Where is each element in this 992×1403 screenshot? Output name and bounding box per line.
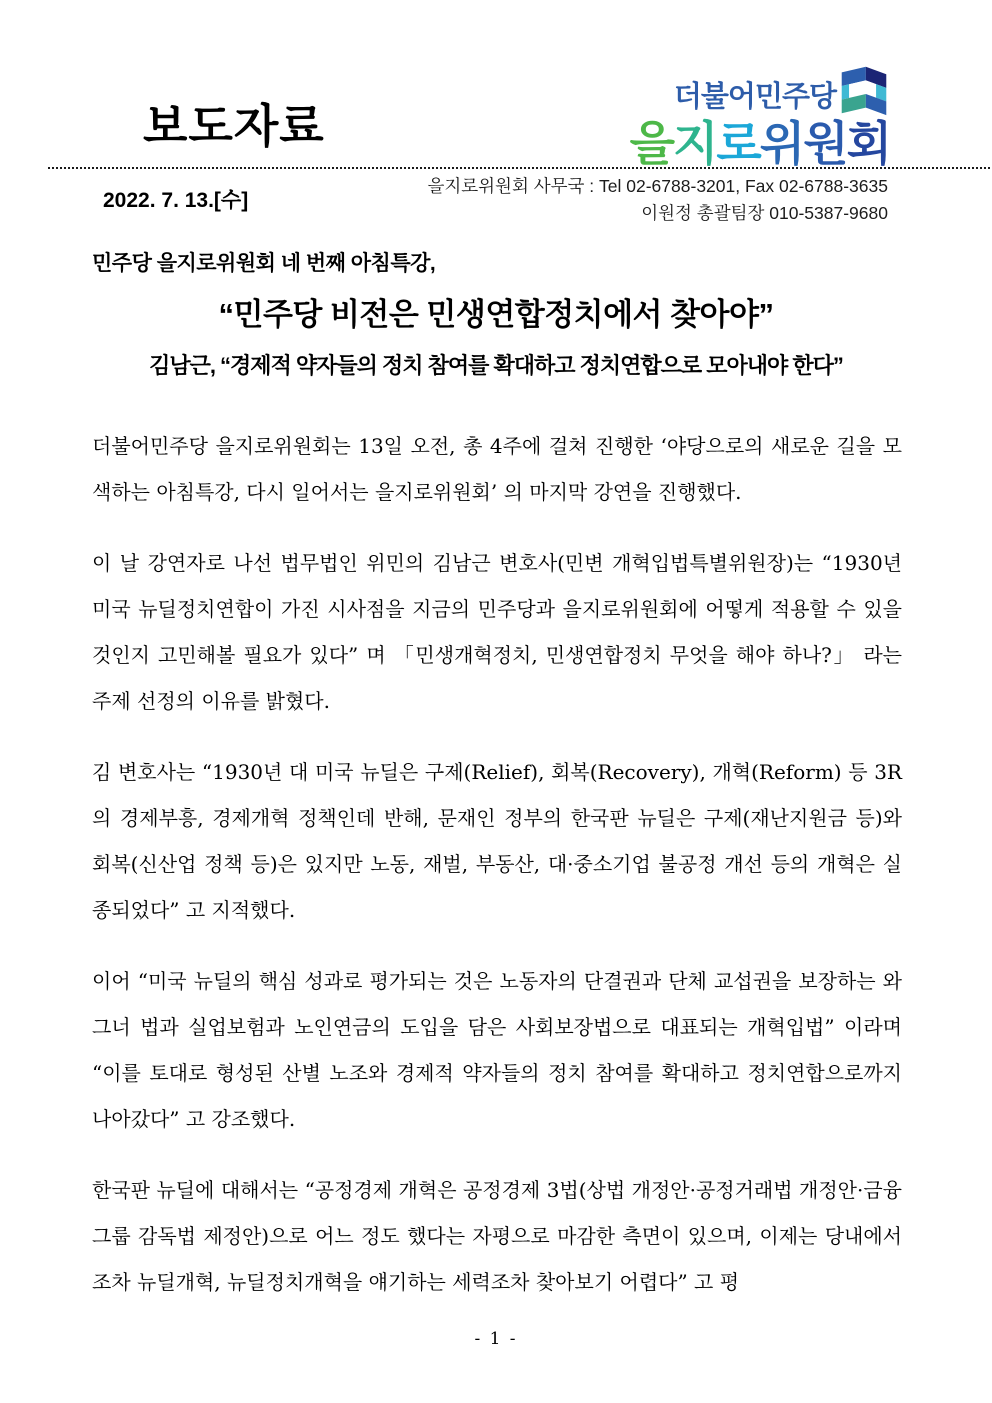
logo-top-row	[674, 62, 890, 118]
contact-office-line: 을지로위원회 사무국 : Tel 02-6788-3201, Fax 02-6788-3635	[427, 176, 888, 196]
release-date: 2022. 7. 13.[수]	[103, 189, 249, 212]
headline-kicker: 민주당 을지로위원회 네 번째 아침특강,	[92, 252, 436, 275]
body-paragraph-4: 이어 “미국 뉴딜의 핵심 성과로 평가되는 것은 노동자의 단결권과 단체 교섭권을 보장하는 와그너 법과 실업보험과 노인연금의 도입을 담은 사회보장법으로 대표되는 개혁입법” 이라며 “이를 토대로 형성된 산별 노조와 경제적 약자들의 정치 참여를 확대하고 정치연합으로까지 나아갔다” 고 강조했다.	[92, 969, 902, 1131]
logo-party-name: 더불어민주당	[673, 81, 836, 113]
body-paragraph-1: 더불어민주당 을지로위원회는 13일 오전, 총 4주에 걸쳐 진행한 ‘야당으로의 새로운 길을 모색하는 아침특강, 다시 일어서는 을지로위원회’ 의 마지막 강연을 진행했다.	[92, 434, 902, 504]
body-paragraph-5: 한국판 뉴딜에 대해서는 “공정경제 개혁은 공정경제 3법(상법 개정안·공정거래법 개정안·금융그룹 감독법 제정안)으로 어느 정도 했다는 자평으로 마감한 측면이 있으며, 이제는 당내에서조차 뉴딜개혁, 뉴딜정치개혁을 얘기하는 세력조차 찾아보기 어렵다” 고 평	[92, 1178, 902, 1294]
headline-subtitle: 김남근, “경제적 약자들의 정치 참여를 확대하고 정치연합으로 모아내야 한다”	[149, 353, 843, 378]
body-paragraph-2: 이 날 강연자로 나선 법무법인 위민의 김남근 변호사(민변 개혁입법특별위원장)는 “1930년 미국 뉴딜정치연합이 가진 시사점을 지금의 민주당과 을지로위원회에 어떻게 적용할 수 있을 것인지 고민해볼 필요가 있다” 며 「민생개혁정치, 민생연합정치 무엇을 해야 하나?」 라는 주제 선정의 이유를 밝혔다.	[92, 551, 902, 713]
headline-title: “민주당 비전은 민생연합정치에서 찾아야”	[218, 297, 774, 332]
article-body	[92, 423, 902, 1330]
party-flag-icon	[838, 62, 890, 118]
body-paragraph-3: 김 변호사는 “1930년 대 미국 뉴딜은 구제(Relief), 회복(Recovery), 개혁(Reform) 등 3R의 경제부흥, 경제개혁 정책인데 반해, 문재인 정부의 한국판 뉴딜은 구제(재난지원금 등)와 회복(신산업 정책 등)은 있지만 노동, 재벌, 부동산, 대·중소기업 불공정 개선 등의 개혁은 실종되었다” 고 지적했다.	[92, 760, 902, 922]
contact-manager-line: 이원정 총괄팀장 010-5387-9680	[641, 203, 888, 223]
page-number: - 1 -	[474, 1329, 518, 1349]
contact-info	[427, 173, 888, 227]
header-dotted-divider	[48, 167, 990, 169]
logo-committee-name: 을지로위원회	[629, 117, 890, 170]
euljiro-committee-logo	[629, 62, 890, 170]
document-type-title: 보도자료	[143, 100, 325, 152]
